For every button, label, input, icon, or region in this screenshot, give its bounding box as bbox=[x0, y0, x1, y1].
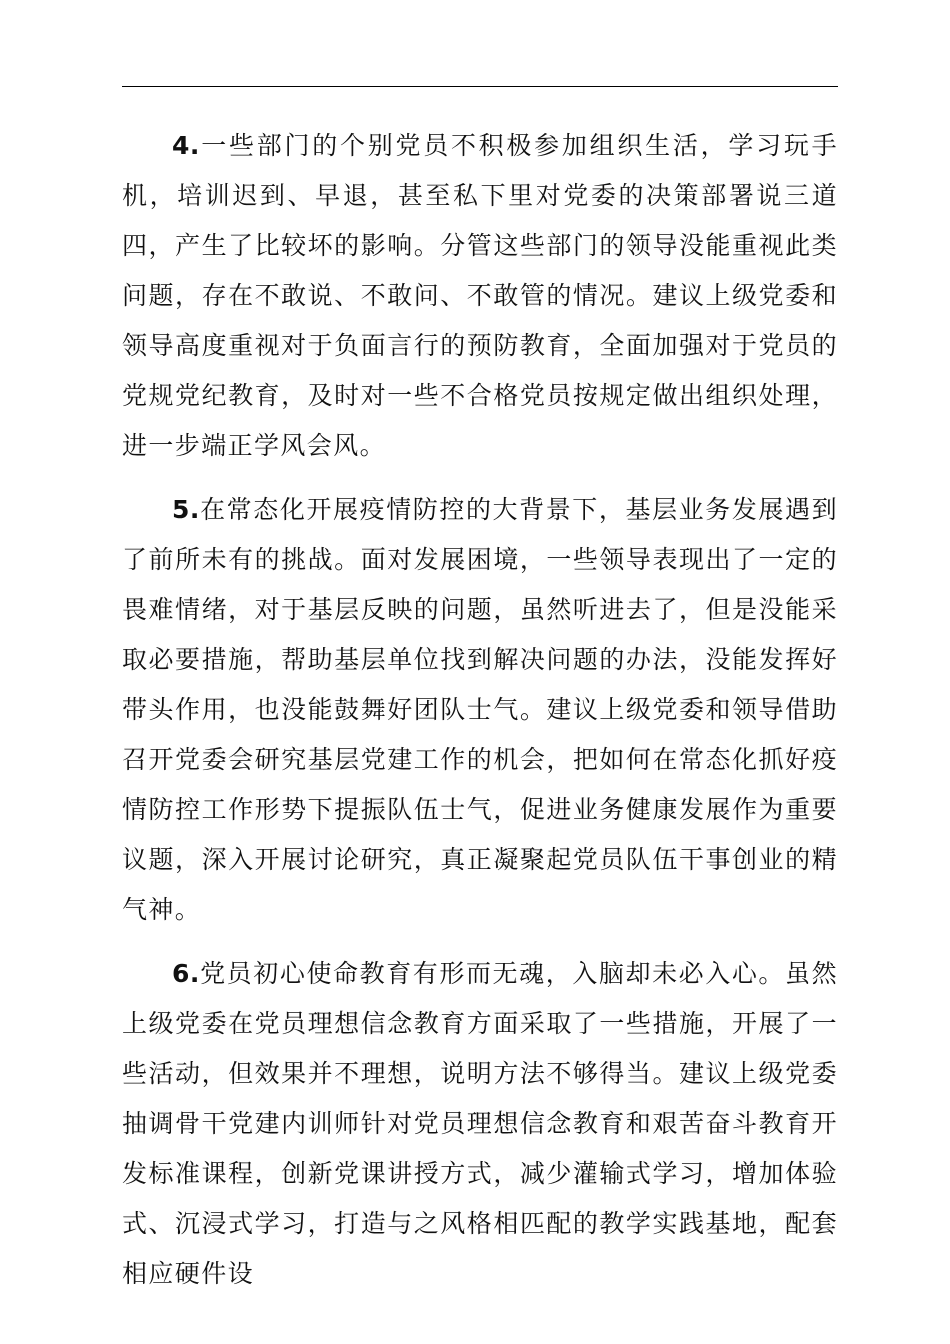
paragraph-number: 6. bbox=[172, 959, 200, 988]
paragraph-number: 4. bbox=[172, 131, 200, 160]
paragraph-4 bbox=[122, 121, 838, 471]
paragraph-text: 在常态化开展疫情防控的大背景下，基层业务发展遇到了前所未有的挑战。面对发展困境，一些领导表现出了一定的畏难情绪，对于基层反映的问题，虽然听进去了，但是没能采取必要措施，帮助基层单位找到解决问题的办法，没能发挥好带头作用，也没能鼓舞好团队士气。建议上级党委和领导借助召开党委会研究基层党建工作的机会，把如何在常态化抓好疫情防控工作形势下提振队伍士气，促进业务健康发展作为重要议题，深入开展讨论研究，真正凝聚起党员队伍干事创业的精气神。 bbox=[122, 495, 838, 924]
paragraph-text: 一些部门的个别党员不积极参加组织生活，学习玩手机，培训迟到、早退，甚至私下里对党委的决策部署说三道四，产生了比较坏的影响。分管这些部门的领导没能重视此类问题，存在不敢说、不敢问、不敢管的情况。建议上级党委和领导高度重视对于负面言行的预防教育，全面加强对于党员的党规党纪教育，及时对一些不合格党员按规定做出组织处理，进一步端正学风会风。 bbox=[122, 131, 838, 460]
paragraph-number: 5. bbox=[172, 495, 200, 524]
paragraph-6 bbox=[122, 949, 838, 1299]
paragraph-text: 党员初心使命教育有形而无魂，入脑却未必入心。虽然上级党委在党员理想信念教育方面采取了一些措施，开展了一些活动，但效果并不理想，说明方法不够得当。建议上级党委抽调骨干党建内训师针对党员理想信念教育和艰苦奋斗教育开发标准课程，创新党课讲授方式，减少灌输式学习，增加体验式、沉浸式学习，打造与之风格相匹配的教学实践基地，配套相应硬件设 bbox=[122, 959, 838, 1288]
header-rule bbox=[122, 86, 838, 87]
document-body bbox=[122, 121, 838, 1313]
paragraph-5 bbox=[122, 485, 838, 935]
